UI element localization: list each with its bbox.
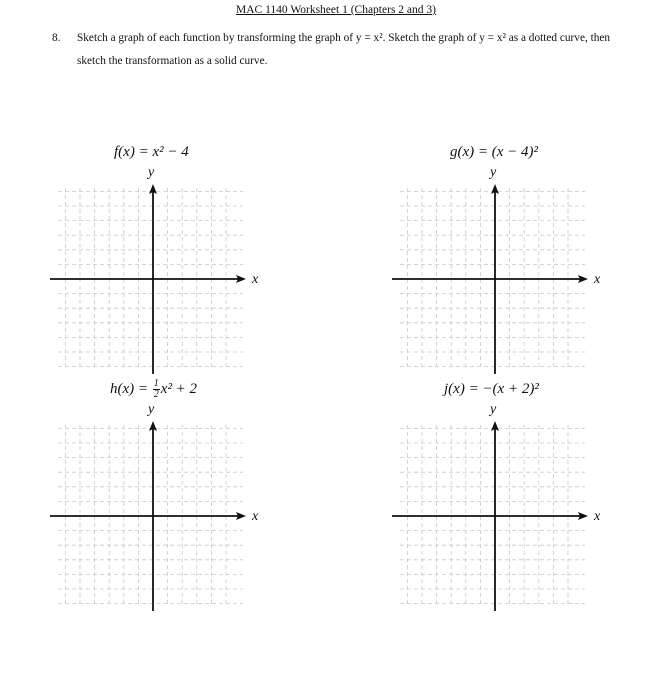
graph-f-x-label: x bbox=[252, 272, 259, 287]
graph-g bbox=[392, 144, 632, 388]
graph-f-grid bbox=[50, 148, 290, 388]
graph-h-y-label: y bbox=[148, 402, 155, 417]
graph-j-label: j(x) = −(x + 2)² bbox=[444, 381, 539, 397]
graph-h-x-label: x bbox=[252, 509, 259, 524]
graph-g-label: g(x) = (x − 4)² bbox=[450, 144, 539, 160]
graph-h-label-suffix: x² + 2 bbox=[160, 380, 198, 397]
graph-g-grid bbox=[392, 148, 632, 388]
graph-g-x-label: x bbox=[594, 272, 601, 287]
worksheet-title: MAC 1140 Worksheet 1 (Chapters 2 and 3) bbox=[236, 4, 436, 16]
graph-j bbox=[392, 381, 632, 625]
graph-h-grid bbox=[50, 385, 290, 625]
graph-h bbox=[50, 378, 290, 625]
graph-j-y-label: y bbox=[490, 402, 497, 417]
graph-f-label: f(x) = x² − 4 bbox=[114, 144, 189, 160]
graph-j-grid bbox=[392, 385, 632, 625]
problem-number: 8. bbox=[52, 32, 61, 44]
graph-g-y-label: y bbox=[490, 165, 497, 180]
graph-f bbox=[50, 144, 290, 388]
graph-h-label-prefix: h(x) = bbox=[110, 380, 152, 397]
problem-instructions: Sketch a graph of each function by transforming the graph of y = x². Sketch the graph of y = x² as a dotted curve, then sketch the transformation as a solid curve. bbox=[77, 32, 611, 67]
graph-j-x-label: x bbox=[594, 509, 601, 524]
graph-h-fraction: $\frac{1}{2}$ bbox=[153, 378, 159, 400]
graph-f-y-label: y bbox=[148, 165, 155, 180]
